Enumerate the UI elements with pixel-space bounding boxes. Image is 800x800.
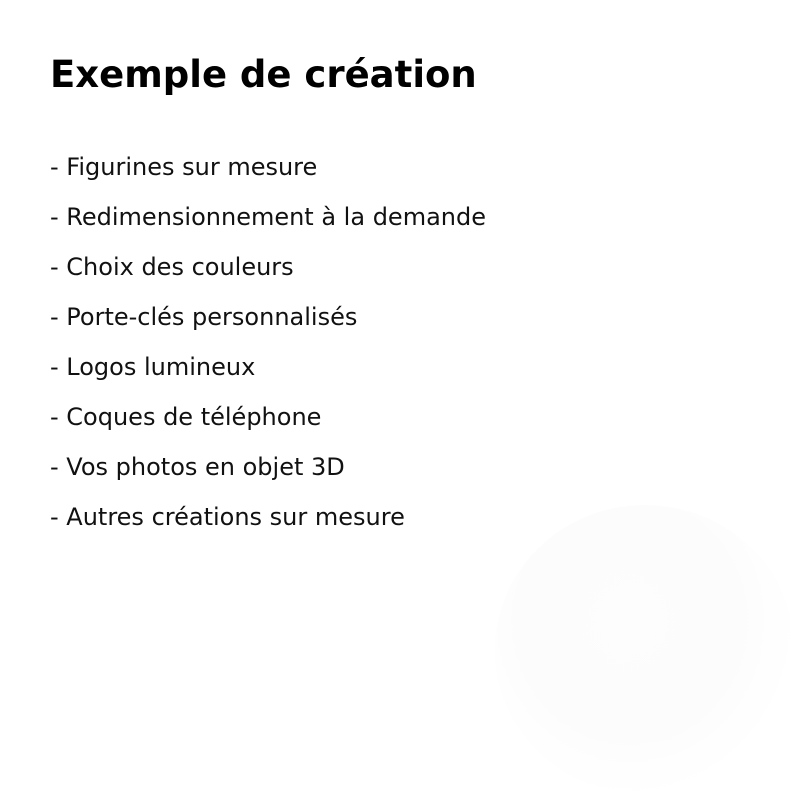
list-item: - Logos lumineux — [50, 353, 256, 381]
list-item: - Figurines sur mesure — [50, 153, 318, 181]
feature-list — [50, 142, 486, 542]
list-item: - Vos photos en objet 3D — [50, 453, 345, 481]
list-item: - Autres créations sur mesure — [50, 503, 405, 531]
background-blob — [495, 505, 795, 795]
page-title: Exemple de création — [50, 53, 477, 96]
list-item: - Coques de téléphone — [50, 403, 322, 431]
list-item: - Choix des couleurs — [50, 253, 294, 281]
list-item: - Redimensionnement à la demande — [50, 203, 486, 231]
list-item: - Porte-clés personnalisés — [50, 303, 358, 331]
